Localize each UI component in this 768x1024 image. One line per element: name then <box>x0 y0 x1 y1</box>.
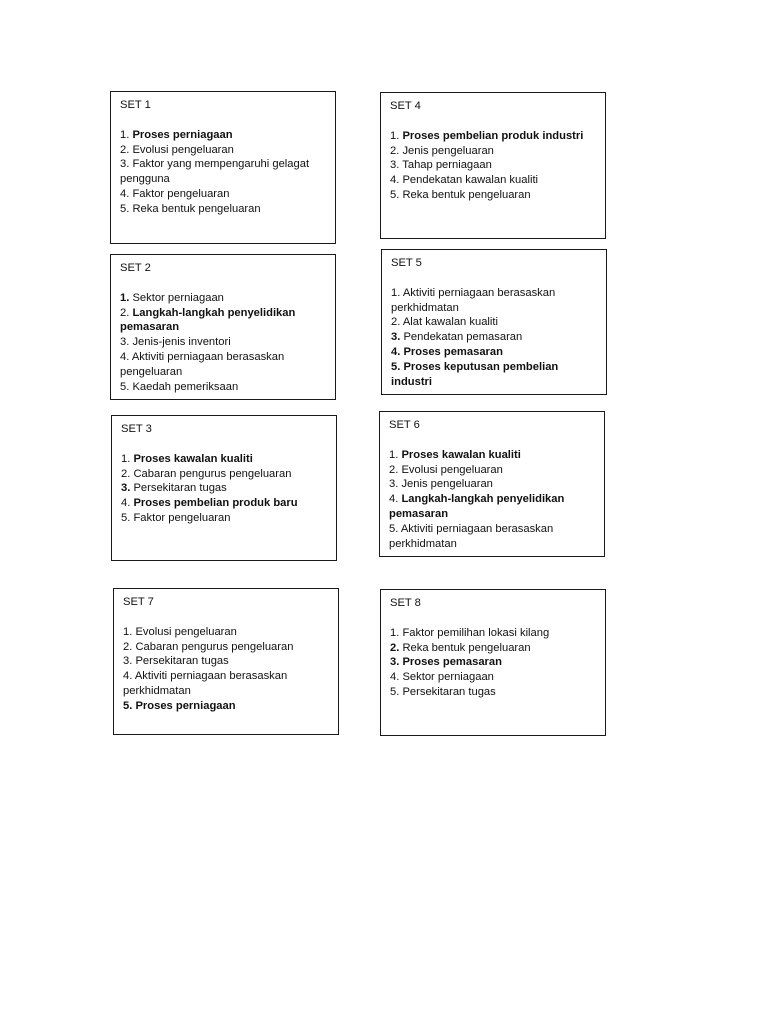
list-item <box>389 522 596 552</box>
item-text: Faktor pemilihan lokasi kilang <box>402 626 550 639</box>
set-card-6 <box>379 411 605 557</box>
item-text: Sektor perniagaan <box>402 671 494 684</box>
item-text: Proses kawalan kualiti <box>133 452 253 465</box>
list-item <box>120 202 327 217</box>
list-item <box>389 492 596 522</box>
item-text: Kaedah pemeriksaan <box>132 380 239 393</box>
item-number: 1. <box>390 626 400 639</box>
item-number: 2. <box>121 467 131 480</box>
set-title: SET 4 <box>390 100 421 112</box>
item-text: Proses kawalan kualiti <box>401 448 521 461</box>
set-card-5 <box>381 249 607 395</box>
item-text: Langkah-langkah penyelidikan pemasaran <box>120 306 296 334</box>
item-text: Evolusi pengeluaran <box>135 625 237 638</box>
item-number: 2. <box>390 641 400 654</box>
item-number: 1. <box>123 625 133 638</box>
item-text: Jenis pengeluaran <box>401 478 493 491</box>
item-number: 4. <box>123 670 133 683</box>
set-card-1 <box>110 91 336 244</box>
set-title: SET 2 <box>120 262 151 274</box>
list-item <box>121 452 328 467</box>
item-number: 4. <box>391 345 401 358</box>
item-text: Reka bentuk pengeluaran <box>402 188 531 201</box>
item-text: Proses keputusan pembelian industri <box>391 360 559 388</box>
set-title: SET 3 <box>121 423 152 435</box>
list-item <box>391 315 598 330</box>
item-number: 2. <box>120 143 130 156</box>
item-number: 4. <box>120 187 130 200</box>
item-number: 2. <box>389 463 399 476</box>
item-number: 5. <box>391 360 401 373</box>
item-number: 5. <box>389 522 399 535</box>
item-text: Pendekatan kawalan kualiti <box>402 174 539 187</box>
set-card-2 <box>110 254 336 400</box>
list-item <box>120 157 327 187</box>
item-text: Evolusi pengeluaran <box>401 463 503 476</box>
item-text: Langkah-langkah penyelidikan pemasaran <box>389 493 565 520</box>
set-item-list <box>120 128 327 217</box>
item-text: Aktiviti perniagaan berasaskan perkhidmatan <box>391 286 556 314</box>
item-number: 2. <box>120 306 130 319</box>
item-number: 4. <box>389 493 399 506</box>
set-item-list <box>390 129 597 203</box>
item-number: 5. <box>390 188 400 201</box>
item-number: 3. <box>391 331 401 344</box>
item-text: Proses pembelian produk industri <box>402 129 584 142</box>
list-item <box>390 685 597 700</box>
item-text: Persekitaran tugas <box>135 655 229 668</box>
list-item <box>120 291 327 306</box>
list-item <box>123 669 330 699</box>
list-item <box>120 335 327 350</box>
item-number: 3. <box>390 656 400 669</box>
item-number: 2. <box>390 144 400 157</box>
list-item <box>389 448 596 463</box>
list-item <box>389 463 596 478</box>
set-title: SET 1 <box>120 99 151 111</box>
item-number: 2. <box>391 316 401 329</box>
item-number: 3. <box>120 158 130 171</box>
set-card-3 <box>111 415 337 561</box>
item-number: 5. <box>123 699 133 712</box>
item-number: 4. <box>120 350 130 363</box>
item-text: Alat kawalan kualiti <box>402 316 498 329</box>
set-title: SET 8 <box>390 597 421 609</box>
list-item <box>390 158 597 173</box>
list-item <box>390 670 597 685</box>
item-number: 1. <box>390 129 400 142</box>
list-item <box>120 128 327 143</box>
item-text: Cabaran pengurus pengeluaran <box>135 640 294 653</box>
item-text: Pendekatan pemasaran <box>403 331 523 344</box>
item-number: 3. <box>121 482 131 495</box>
list-item <box>120 143 327 158</box>
set-card-7 <box>113 588 339 735</box>
item-text: Proses pembelian produk baru <box>133 497 298 510</box>
item-number: 1. <box>391 286 401 299</box>
list-item <box>121 481 328 496</box>
list-item <box>390 655 597 670</box>
list-item <box>391 345 598 360</box>
list-item <box>123 654 330 669</box>
list-item <box>391 286 598 316</box>
set-item-list <box>121 452 328 526</box>
item-text: Jenis-jenis inventori <box>132 336 231 349</box>
list-item <box>390 129 597 144</box>
item-text: Cabaran pengurus pengeluaran <box>133 467 292 480</box>
list-item <box>120 380 327 395</box>
item-number: 5. <box>390 685 400 698</box>
list-item <box>120 187 327 202</box>
list-item <box>389 477 596 492</box>
item-number: 1. <box>121 452 131 465</box>
set-card-8 <box>380 589 606 736</box>
item-number: 4. <box>390 671 400 684</box>
set-title: SET 7 <box>123 596 154 608</box>
item-number: 4. <box>121 497 131 510</box>
set-item-list <box>123 625 330 714</box>
item-text: Proses perniagaan <box>132 128 233 141</box>
item-number: 1. <box>389 448 399 461</box>
item-number: 2. <box>123 640 133 653</box>
item-number: 3. <box>123 655 133 668</box>
item-text: Persekitaran tugas <box>133 482 227 495</box>
list-item <box>390 626 597 641</box>
set-item-list <box>391 286 598 390</box>
list-item <box>123 640 330 655</box>
item-number: 5. <box>120 202 130 215</box>
item-text: Reka bentuk pengeluaran <box>402 641 531 654</box>
item-text: Reka bentuk pengeluaran <box>132 202 261 215</box>
list-item <box>120 306 327 336</box>
list-item <box>123 625 330 640</box>
item-text: Faktor pengeluaran <box>132 187 230 200</box>
set-item-list <box>390 626 597 700</box>
item-text: Evolusi pengeluaran <box>132 143 234 156</box>
item-text: Aktiviti perniagaan berasaskan pengeluaran <box>120 350 285 378</box>
list-item <box>390 173 597 188</box>
item-number: 5. <box>121 511 131 524</box>
item-text: Jenis pengeluaran <box>402 144 494 157</box>
item-text: Aktiviti perniagaan berasaskan perkhidmatan <box>123 670 288 697</box>
item-number: 5. <box>120 380 130 393</box>
item-text: Faktor pengeluaran <box>133 511 231 524</box>
set-item-list <box>120 291 327 395</box>
set-card-4 <box>380 92 606 239</box>
item-text: Proses pemasaran <box>402 656 502 669</box>
item-number: 4. <box>390 174 400 187</box>
item-number: 1. <box>120 291 130 304</box>
list-item <box>120 350 327 380</box>
item-text: Tahap perniagaan <box>402 159 492 172</box>
item-text: Aktiviti perniagaan berasaskan perkhidmatan <box>389 522 554 550</box>
list-item <box>390 144 597 159</box>
item-text: Faktor yang mempengaruhi gelagat pengguna <box>120 158 310 186</box>
list-item <box>121 496 328 511</box>
item-text: Sektor perniagaan <box>132 291 224 304</box>
list-item <box>390 641 597 656</box>
item-number: 3. <box>389 478 399 491</box>
list-item <box>390 188 597 203</box>
item-number: 1. <box>120 128 130 141</box>
list-item <box>121 467 328 482</box>
set-item-list <box>389 448 596 552</box>
item-text: Proses perniagaan <box>135 699 236 712</box>
set-title: SET 5 <box>391 257 422 269</box>
list-item <box>123 699 330 714</box>
list-item <box>391 360 598 390</box>
item-text: Proses pemasaran <box>403 345 503 358</box>
list-item <box>391 330 598 345</box>
item-text: Persekitaran tugas <box>402 685 496 698</box>
item-number: 3. <box>120 336 130 349</box>
set-title: SET 6 <box>389 419 420 431</box>
item-number: 3. <box>390 159 400 172</box>
list-item <box>121 511 328 526</box>
